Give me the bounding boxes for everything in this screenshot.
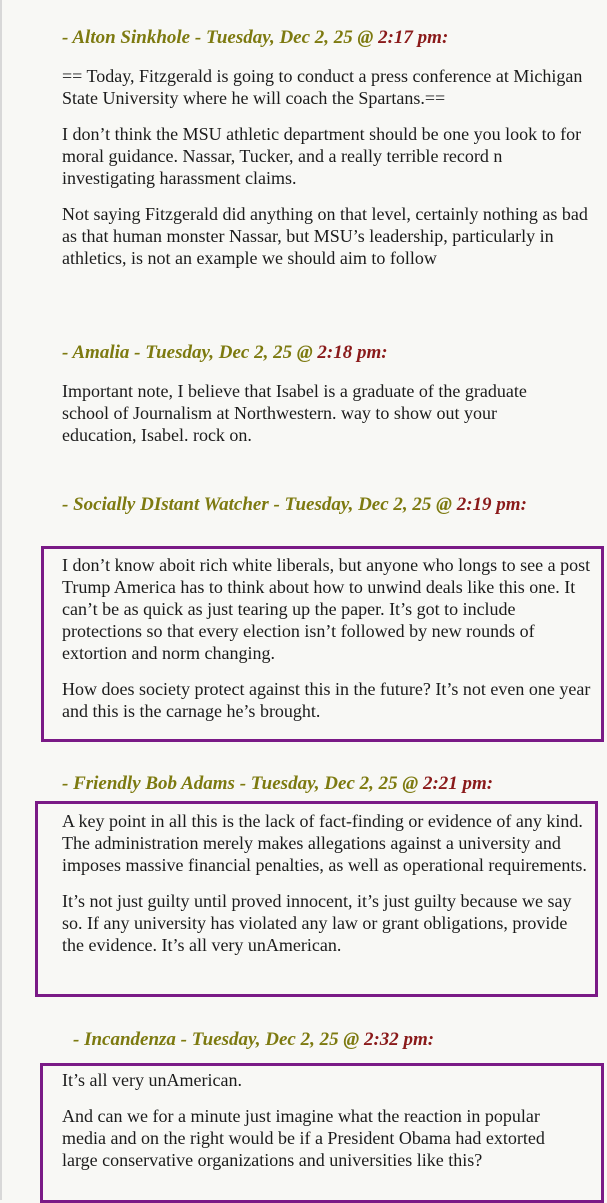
comment-body	[62, 554, 597, 736]
comment-header	[0, 493, 592, 516]
comment-author-date: - Alton Sinkhole - Tuesday, Dec 2, 25 @	[62, 27, 379, 48]
comment-body	[62, 1069, 582, 1185]
comment-header	[0, 1028, 607, 1051]
comment-body	[0, 65, 597, 269]
comment-paragraph: Not saying Fitzgerald did anything on that level, certainly nothing as bad as that human monster Nassar, but MSU’s leadership, particularly in athletics, is not an example we should aim to follow	[62, 204, 588, 268]
comment-friendly-bob-adams	[0, 772, 607, 795]
comment-paragraph: Important note, I believe that Isabel is a graduate of the graduate school of Journalism at Northwestern. way to show out your education, Isabel. rock on.	[62, 381, 527, 445]
comment-alton-sinkhole	[0, 26, 607, 283]
comment-paragraph: How does society protect against this in the future? It’s not even one year and this is the carnage he’s brought.	[62, 679, 591, 721]
comment-author-date: - Friendly Bob Adams - Tuesday, Dec 2, 25 @	[62, 773, 423, 794]
comment-time-link[interactable]: 2:19 pm:	[456, 494, 527, 515]
comment-paragraph: I don’t think the MSU athletic department should be one you look to for moral guidance. Nassar, Tucker, and a really terrible record n investigating harassment claims.	[62, 124, 582, 188]
comment-author-date: - Incandenza - Tuesday, Dec 2, 25 @	[73, 1029, 364, 1050]
comment-author-date: - Socially DIstant Watcher - Tuesday, Dec 2, 25 @	[62, 494, 457, 515]
comment-incandenza	[0, 1028, 607, 1051]
comment-header	[0, 26, 607, 49]
comment-time-link[interactable]: 2:18 pm:	[317, 342, 388, 363]
comment-body	[0, 380, 562, 446]
comment-time-link[interactable]: 2:21 pm:	[422, 773, 494, 794]
comment-amalia	[0, 341, 607, 460]
comment-paragraph: I don’t know aboit rich white liberals, but anyone who longs to see a post Trump America has to think about how to unwind deals like this one. It can’t be as quick as just tearing up the paper. It’s got to include protections so that every election isn’t followed by new rounds of extortion and norm changing.	[62, 555, 591, 663]
comment-body	[62, 810, 592, 970]
comment-time-link[interactable]: 2:17 pm:	[378, 27, 449, 48]
comment-author-date: - Amalia - Tuesday, Dec 2, 25 @	[62, 342, 318, 363]
comment-paragraph: == Today, Fitzgerald is going to conduct a press conference at Michigan State University where he will coach the Spartans.==	[62, 66, 583, 108]
comment-paragraph: It’s not just guilty until proved innocent, it’s just guilty because we say so. If any university has violated any law or grant obligations, provide the evidence. It’s all very unAmerican.	[62, 891, 572, 955]
comment-paragraph: And can we for a minute just imagine what the reaction in popular media and on the right would be if a President Obama had extorted large conservative organizations and universities like this?	[62, 1106, 545, 1170]
comment-time-link[interactable]: 2:32 pm:	[363, 1029, 435, 1050]
comment-paragraph: It’s all very unAmerican.	[62, 1070, 242, 1090]
comment-socially-distant-watcher	[0, 493, 607, 516]
comment-header	[0, 772, 607, 795]
comment-paragraph: A key point in all this is the lack of fact-finding or evidence of any kind. The administration merely makes allegations against a university and imposes massive financial penalties, as well as operational requirements.	[62, 811, 587, 875]
comment-header	[0, 341, 607, 364]
